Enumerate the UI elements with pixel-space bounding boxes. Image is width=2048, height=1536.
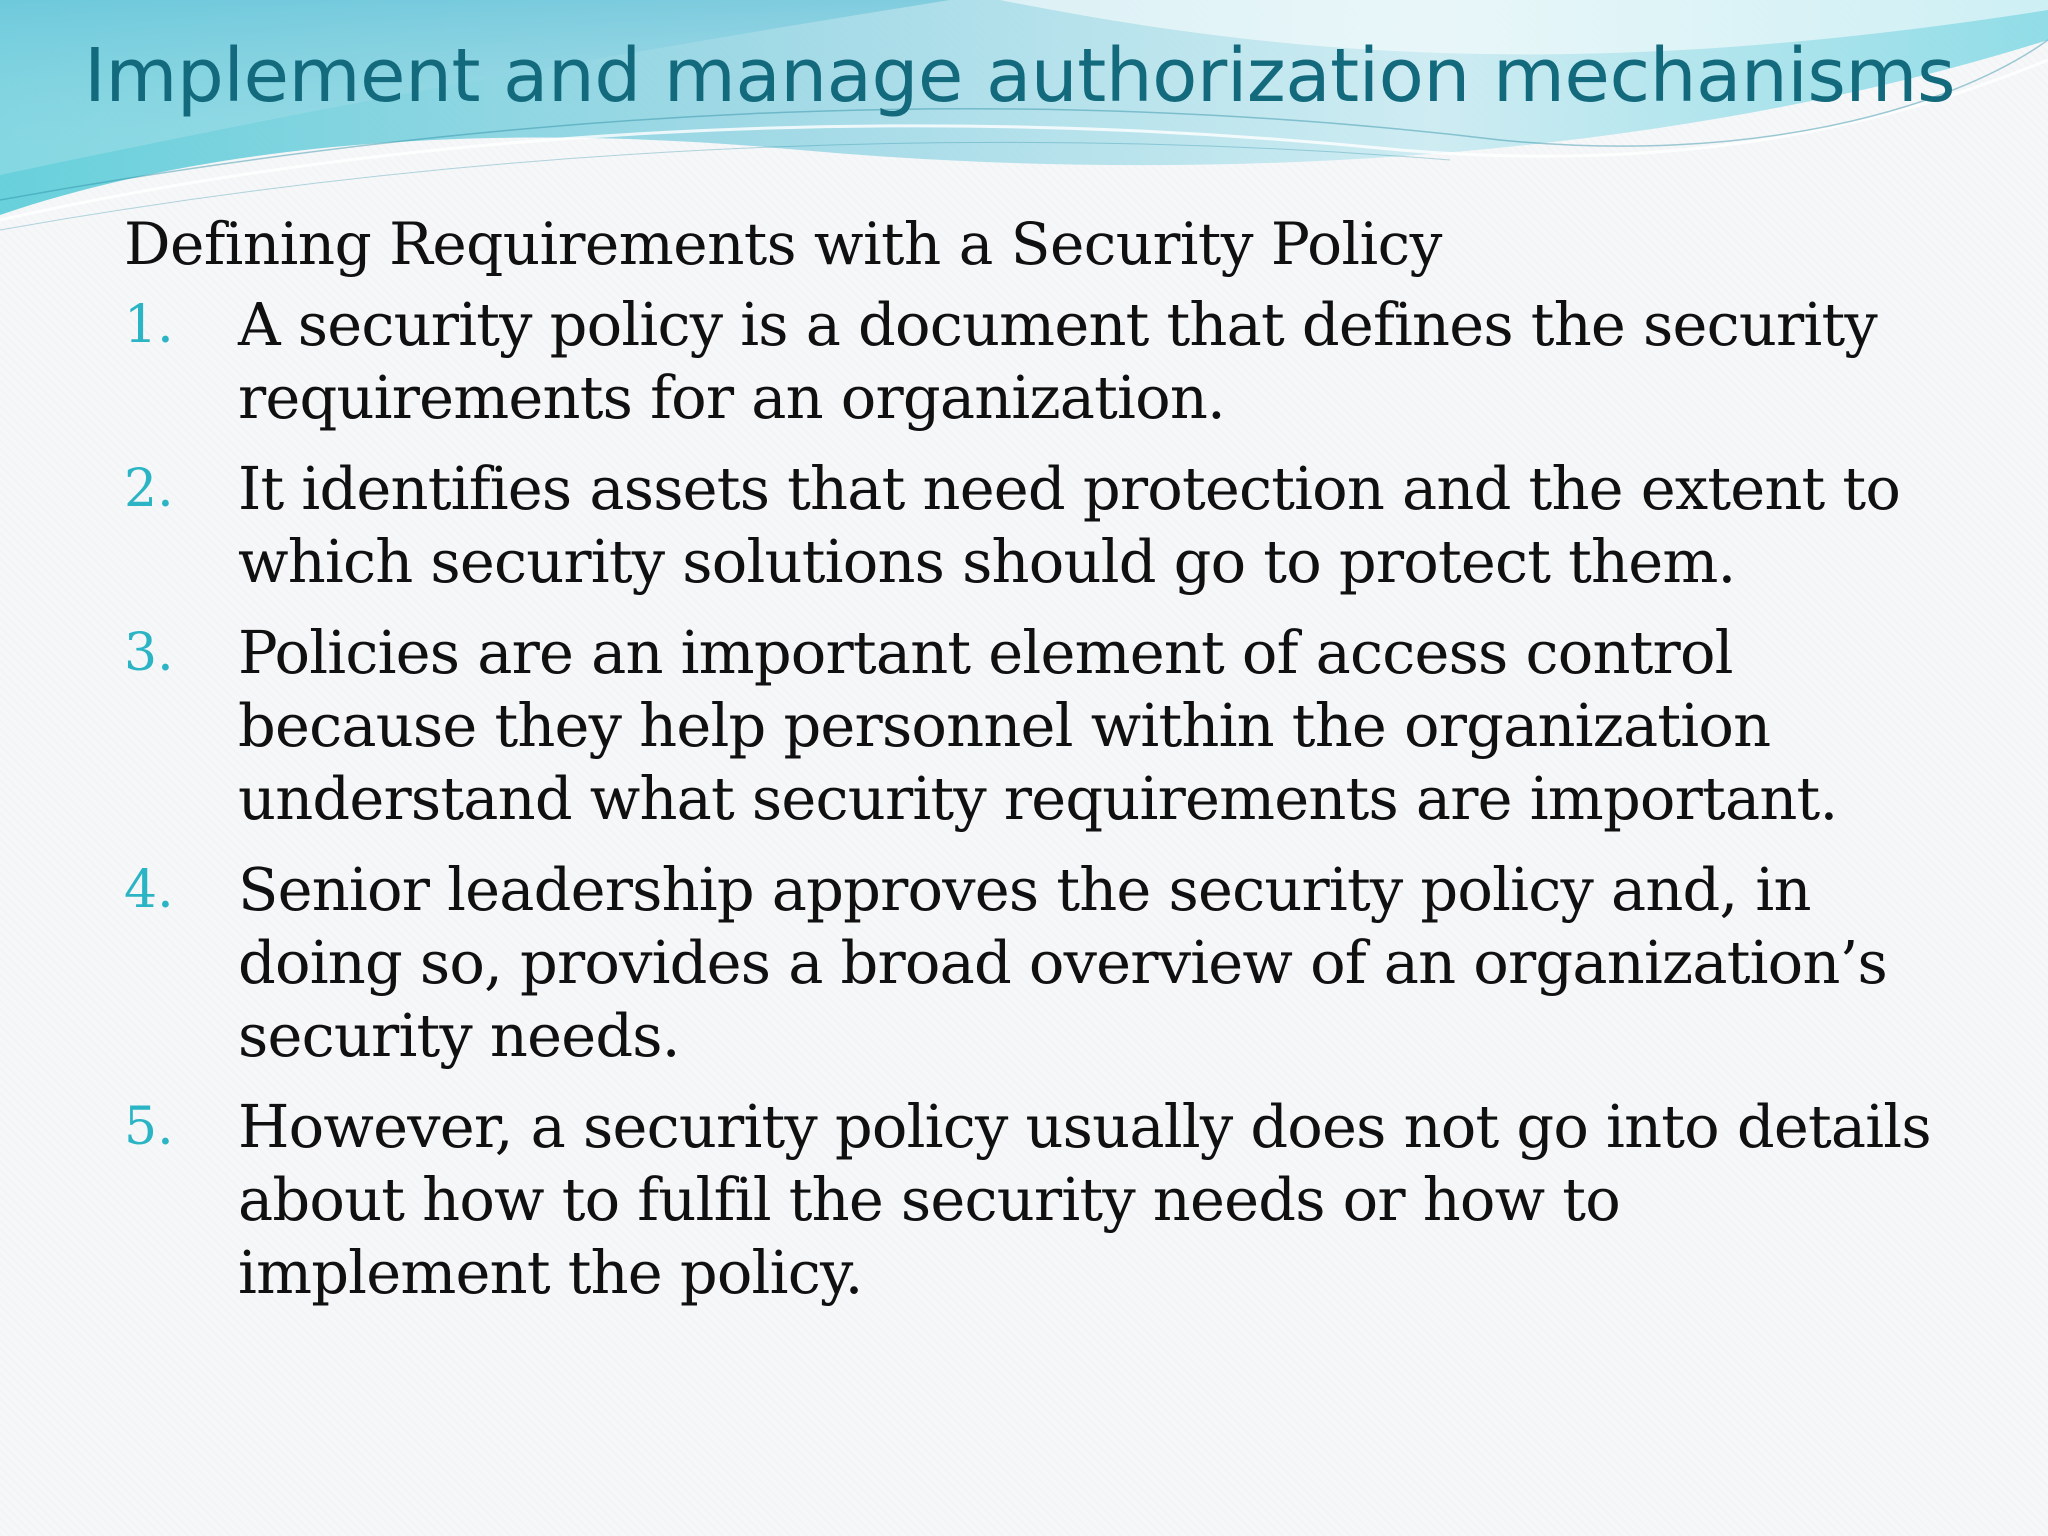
list-item-text: It identifies assets that need protection and the extent to which security solutions should go to protect them. [238, 454, 1901, 596]
slide-subheading: Defining Requirements with a Security Policy [124, 210, 1442, 278]
list-item-number: 2. [124, 459, 174, 519]
list-item-text: However, a security policy usually does not go into details about how to fulfil the security needs or how to implement the policy. [238, 1092, 1931, 1307]
list-item-number: 3. [124, 623, 174, 683]
list-item-number: 4. [124, 860, 174, 920]
list-item [124, 853, 1944, 1072]
list-item-text: Policies are an important element of access control because they help personnel within the organization understand what security requirements are important. [238, 618, 1838, 833]
list-item-text: Senior leadership approves the security policy and, in doing so, provides a broad overview of an organization’s security needs. [238, 855, 1888, 1070]
slide-body [124, 208, 1944, 1327]
list-item [124, 1090, 1944, 1309]
list-item-number: 5. [124, 1097, 174, 1157]
list-item-number: 1. [124, 295, 174, 355]
list-item [124, 288, 1944, 434]
numbered-list [124, 288, 1944, 1309]
list-item [124, 616, 1944, 835]
list-item-text: A security policy is a document that defines the security requirements for an organization. [238, 290, 1877, 432]
slide-title: Implement and manage authorization mechanisms [84, 33, 1956, 119]
list-item [124, 452, 1944, 598]
